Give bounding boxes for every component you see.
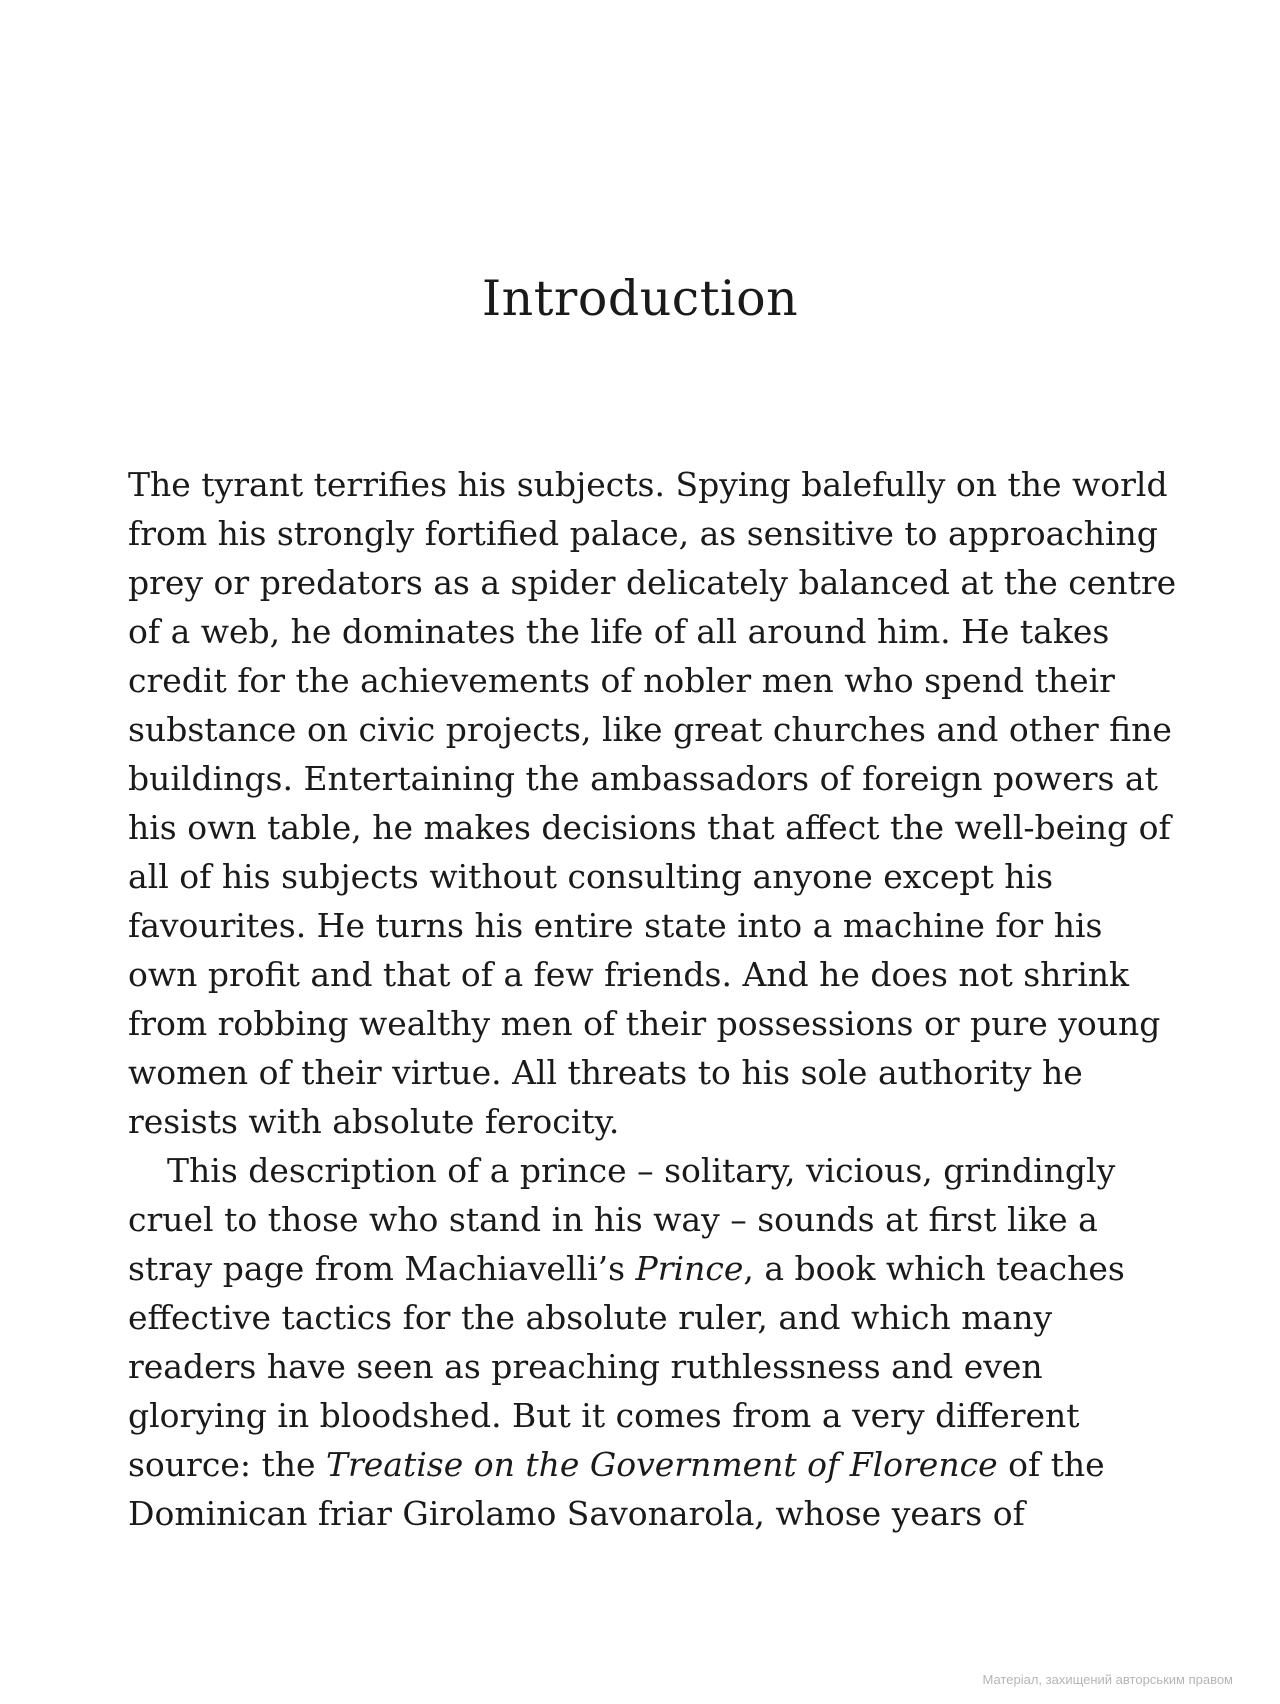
text-line: favourites. He turns his entire state into a machine for his [128, 906, 1103, 945]
body-text [128, 460, 1177, 1538]
text-line: Dominican friar Girolamo Savonarola, whose years of [128, 1494, 1025, 1533]
text-line: from robbing wealthy men of their possessions or pure young [128, 1004, 1161, 1043]
text-line [128, 1440, 1148, 1489]
text-line: own profit and that of a few friends. And he does not shrink [128, 955, 1130, 994]
text-line: resists with absolute ferocity. [128, 1102, 620, 1141]
text-line: substance on civic projects, like great churches and other fine [128, 710, 1172, 749]
text-line: of a web, he dominates the life of all around him. He takes [128, 612, 1110, 651]
chapter-title: Introduction [481, 270, 799, 327]
text-line: The tyrant terrifies his subjects. Spying balefully on the world [128, 465, 1168, 504]
text-segment: source: the [128, 1445, 326, 1484]
text-segment: , a book which teaches [743, 1249, 1125, 1288]
text-line: readers have seen as preaching ruthlessness and even [128, 1347, 1043, 1386]
text-line: glorying in bloodshed. But it comes from a very different [128, 1396, 1080, 1435]
text-line: credit for the achievements of nobler men who spend their [128, 661, 1115, 700]
italic-treatise-title: Treatise on the Government of Florence [325, 1445, 998, 1484]
text-line: prey or predators as a spider delicately balanced at the centre [128, 563, 1177, 602]
text-line [128, 1244, 1148, 1293]
text-line: cruel to those who stand in his way – sounds at first like a [128, 1200, 1098, 1239]
text-segment: of the [997, 1445, 1105, 1484]
text-line: effective tactics for the absolute ruler, and which many [128, 1298, 1053, 1337]
italic-book-title: Prince [635, 1249, 744, 1288]
text-segment: stray page from Machiavelli’s [128, 1249, 636, 1288]
text-line: women of their virtue. All threats to his sole authority he [128, 1053, 1083, 1092]
text-line: from his strongly fortified palace, as sensitive to approaching [128, 514, 1158, 553]
text-line: This description of a prince – solitary, vicious, grindingly [167, 1151, 1116, 1190]
text-line: all of his subjects without consulting anyone except his [128, 857, 1054, 896]
text-line: buildings. Entertaining the ambassadors of foreign powers at [128, 759, 1158, 798]
copyright-watermark: Матеріал, захищений авторським правом [982, 1672, 1233, 1687]
text-line: his own table, he makes decisions that affect the well-being of [128, 808, 1171, 847]
